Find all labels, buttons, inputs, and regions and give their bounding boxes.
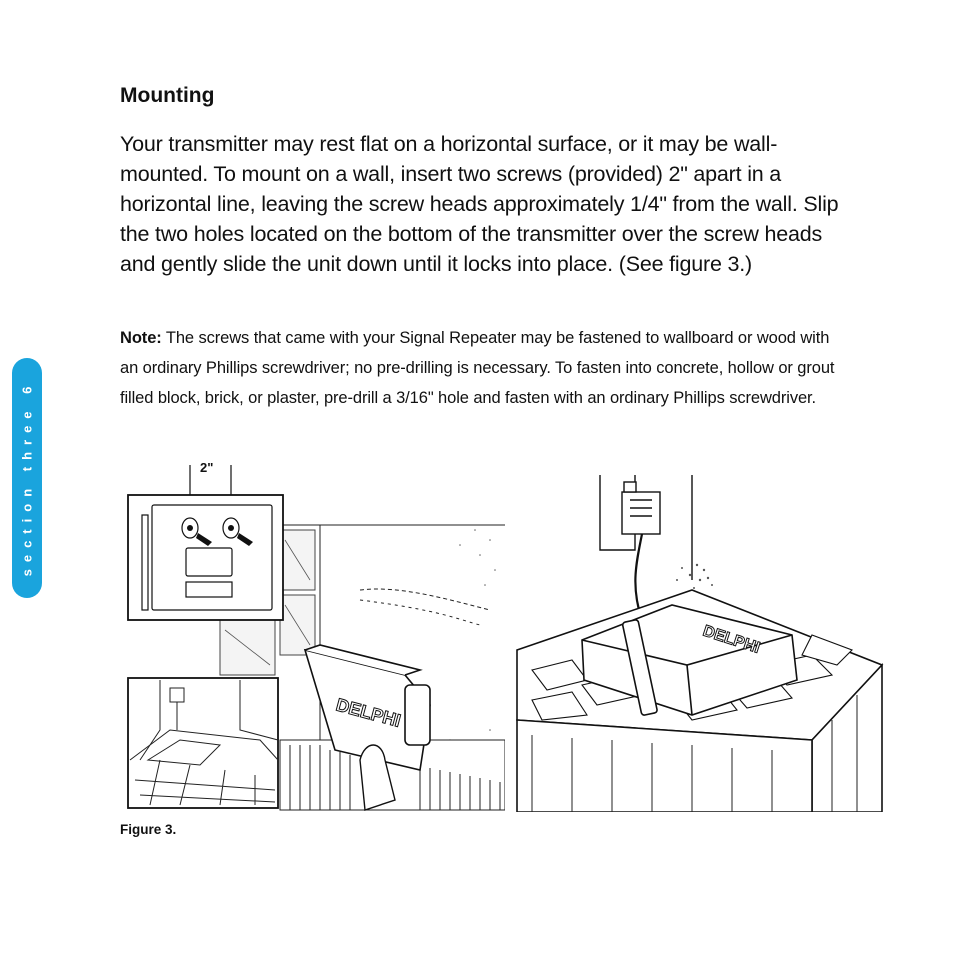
- wall-mount-illustration: [120, 460, 505, 815]
- figure-caption: Figure 3.: [120, 822, 177, 837]
- brand-logo-left: DELPHI: [333, 694, 403, 731]
- section-heading: Mounting: [120, 84, 215, 107]
- tabletop-illustration: [512, 470, 892, 812]
- dimension-label: 2": [200, 460, 214, 475]
- note-text: The screws that came with your Signal Repeater may be fastened to wallboard or wood with an ordinary Phillips screwdriver; no pre-drilling is necessary. To fasten into concrete, hollow or grout filled block, brick, or plaster, pre-drill a 3/16" hole and fasten with an ordinary Phillips screwdriver.: [120, 329, 835, 407]
- section-tab: [12, 358, 42, 598]
- note-label: Note:: [120, 329, 162, 347]
- body-paragraph: Your transmitter may rest flat on a horizontal surface, or it may be wall-mounted. To mount on a wall, insert two screws (provided) 2" apart in a horizontal line, leaving the screw heads approximately 1/4" from the wall. Slip the two holes located on the bottom of the transmitter over the screw heads and gently slide the unit down until it locks into place. (See figure 3.): [120, 132, 839, 276]
- section-tab-label: section three 6: [19, 379, 35, 577]
- brand-logo-right: DELPHI: [700, 622, 762, 657]
- note-paragraph: [120, 323, 850, 413]
